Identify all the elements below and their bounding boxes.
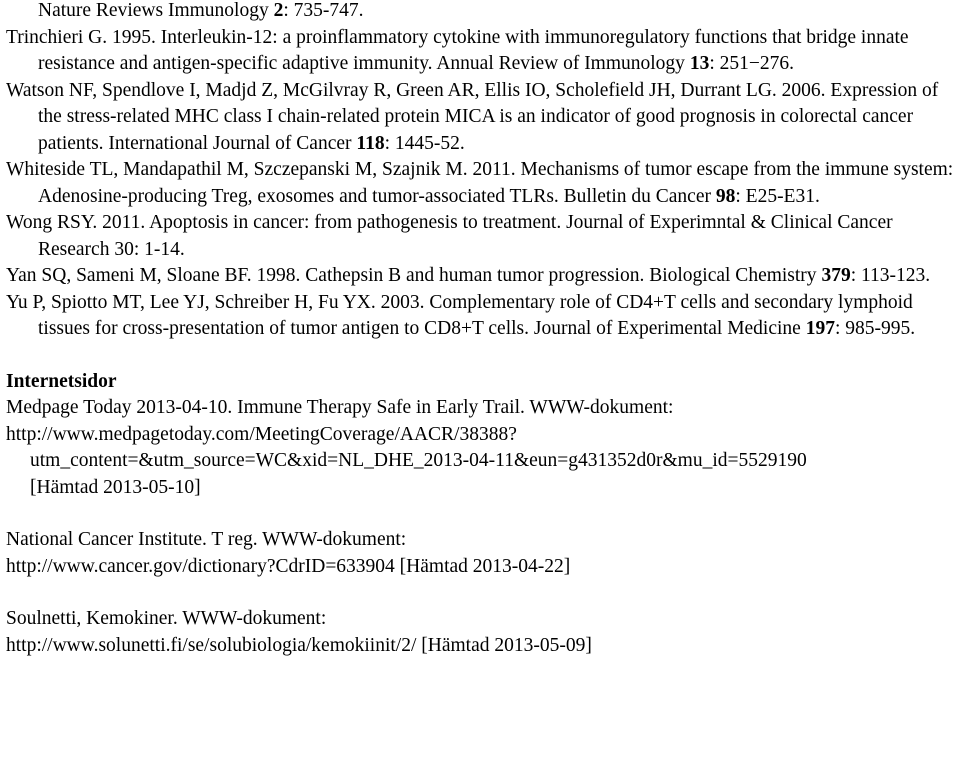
web-entry-url[interactable]: http://www.medpagetoday.com/MeetingCoverage/AACR/38388? (6, 423, 517, 445)
web-entry-url[interactable]: http://www.solunetti.fi/se/solubiologia/kemokiinit/2/ [Hämtad 2013-05-09] (6, 634, 592, 656)
reference-volume: 118 (356, 132, 385, 154)
reference-text: Watson NF, Spendlove I, Madjd Z, McGilvray R, Green AR, Ellis IO, Scholefield JH, Durrant LG. 2006. Expression of the stress-related MHC class I chain-related protein MICA is an indicator of good prognosis in colorectal cancer patients. International Journal of Cancer (6, 79, 939, 154)
web-entry-title: Soulnetti, Kemokiner. WWW-dokument: (6, 608, 327, 629)
web-entry-medpage (6, 395, 956, 501)
reference-text: Trinchieri G. 1995. Interleukin-12: a proinflammatory cytokine with immunoregulatory functions that bridge innate resistance and antigen-specific adaptive immunity. Annual Review of Immunology (6, 26, 909, 74)
reference-volume: 2 (273, 0, 284, 21)
web-entry-solunetti (6, 606, 956, 659)
reference-volume: 98 (715, 185, 736, 207)
reference-entry (6, 78, 956, 158)
reference-pages: : E25-E31. (735, 185, 820, 207)
reference-pages: : 985-995. (834, 318, 916, 339)
web-entry-url[interactable]: http://www.cancer.gov/dictionary?CdrID=633904 [Hämtad 2013-04-22] (6, 555, 571, 577)
reference-volume: 197 (805, 318, 835, 339)
web-entry-url-continuation[interactable]: utm_content=&utm_source=WC&xid=NL_DHE_2013-04-11&eun=g431352d0r&mu_id=5529190 (30, 450, 807, 471)
reference-entry (6, 157, 956, 210)
section-heading-internet: Internetsidor (6, 370, 117, 392)
reference-pages: : 113-123. (850, 265, 931, 286)
reference-entry (6, 290, 956, 343)
spacer (6, 501, 956, 527)
reference-text: Whiteside TL, Mandapathil M, Szczepanski M, Szajnik M. 2011. Mechanisms of tumor escape from the immune system: Adenosine-producing Treg, exosomes and tumor-associated TLRs. Bulletin du Cancer (6, 159, 954, 207)
reference-page (6, 0, 956, 659)
reference-volume: 13 (689, 53, 710, 74)
reference-text: Wong RSY. 2011. Apoptosis in cancer: from pathogenesis to treatment. Journal of Experimntal & Clinical Cancer Research 30: 1-14. (6, 212, 893, 260)
reference-entry-continuation (6, 0, 956, 25)
reference-pages: : 1445-52. (384, 132, 465, 154)
web-entry-retrieved: [Hämtad 2013-05-10] (30, 476, 201, 498)
reference-pages: : 735-747. (283, 0, 364, 21)
web-entry-title: Medpage Today 2013-04-10. Immune Therapy Safe in Early Trail. WWW-dokument: (6, 397, 674, 418)
reference-volume: 379 (821, 265, 851, 286)
reference-text: Nature Reviews Immunology (38, 0, 274, 21)
reference-entry (6, 263, 956, 290)
web-entry-title: National Cancer Institute. T reg. WWW-dokument: (6, 529, 407, 550)
reference-text: Yan SQ, Sameni M, Sloane BF. 1998. Cathepsin B and human tumor progression. Biological Chemistry (6, 265, 822, 286)
reference-text: Yu P, Spiotto MT, Lee YJ, Schreiber H, Fu YX. 2003. Complementary role of CD4+T cells and secondary lymphoid tissues for cross-presentation of tumor antigen to CD8+T cells. Journal of Experimental Medicine (6, 291, 913, 339)
spacer (6, 580, 956, 606)
reference-pages: : 251−276. (709, 53, 794, 74)
reference-entry (6, 210, 956, 263)
reference-entry (6, 25, 956, 78)
web-entry-nci (6, 527, 956, 580)
